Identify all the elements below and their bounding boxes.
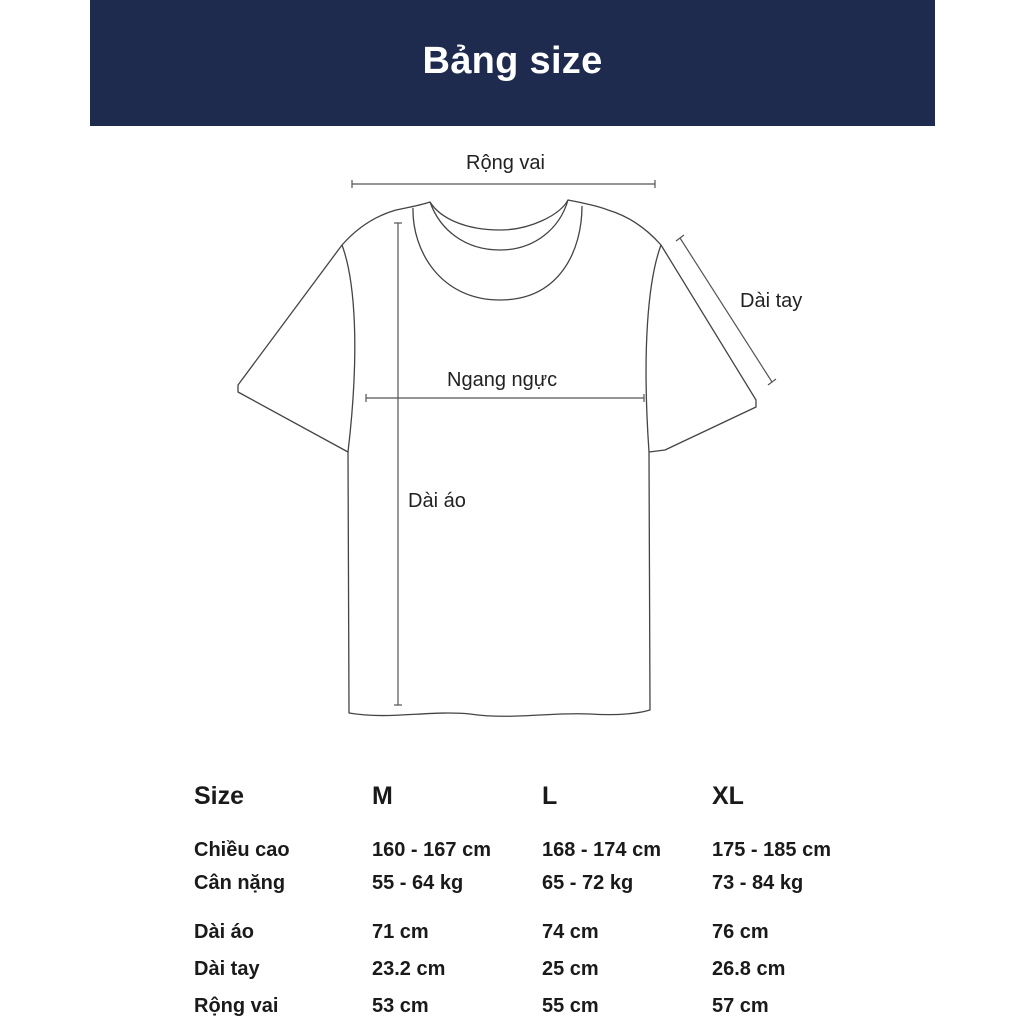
row-value-xl: 175 - 185 cm — [712, 839, 831, 861]
header-m: M — [372, 782, 393, 810]
chest-label: Ngang ngực — [447, 369, 558, 391]
header-l: L — [542, 782, 558, 810]
tshirt-outline — [238, 200, 756, 716]
table-row-height — [194, 839, 954, 862]
sleeve-label: Dài tay — [740, 290, 803, 312]
table-row-shoulder — [194, 995, 954, 1018]
right-sleeve-seam — [646, 245, 661, 452]
tshirt-diagram — [0, 130, 1024, 730]
table-row-sleeve — [194, 958, 954, 981]
shoulder-label: Rộng vai — [466, 152, 545, 174]
row-value-m: 55 - 64 kg — [372, 872, 464, 894]
row-value-xl: 26.8 cm — [712, 958, 786, 980]
row-value-m: 53 cm — [372, 995, 429, 1017]
row-value-l: 74 cm — [542, 921, 599, 943]
neckline-rib — [413, 206, 582, 300]
length-label: Dài áo — [408, 490, 466, 512]
page-header — [90, 0, 935, 126]
left-sleeve-seam — [342, 245, 355, 452]
row-label: Dài tay — [194, 958, 260, 980]
row-label: Cân nặng — [194, 872, 286, 894]
size-table-header — [194, 782, 954, 811]
row-value-l: 168 - 174 cm — [542, 839, 661, 861]
row-value-l: 55 cm — [542, 995, 599, 1017]
row-label: Rộng vai — [194, 995, 279, 1017]
neckline-collar — [430, 200, 568, 250]
row-value-xl: 73 - 84 kg — [712, 872, 804, 894]
row-label: Chiều cao — [194, 839, 290, 861]
header-xl: XL — [712, 782, 744, 810]
table-row-length — [194, 921, 954, 944]
page-title: Bảng size — [422, 39, 603, 82]
row-value-m: 71 cm — [372, 921, 429, 943]
row-value-l: 65 - 72 kg — [542, 872, 634, 894]
header-size: Size — [194, 782, 245, 810]
row-value-m: 23.2 cm — [372, 958, 446, 980]
row-value-xl: 57 cm — [712, 995, 769, 1017]
row-value-xl: 76 cm — [712, 921, 769, 943]
table-row-weight — [194, 872, 954, 895]
tshirt-illustration — [0, 130, 1024, 730]
row-value-m: 160 - 167 cm — [372, 839, 491, 861]
row-value-l: 25 cm — [542, 958, 599, 980]
row-label: Dài áo — [194, 921, 255, 943]
